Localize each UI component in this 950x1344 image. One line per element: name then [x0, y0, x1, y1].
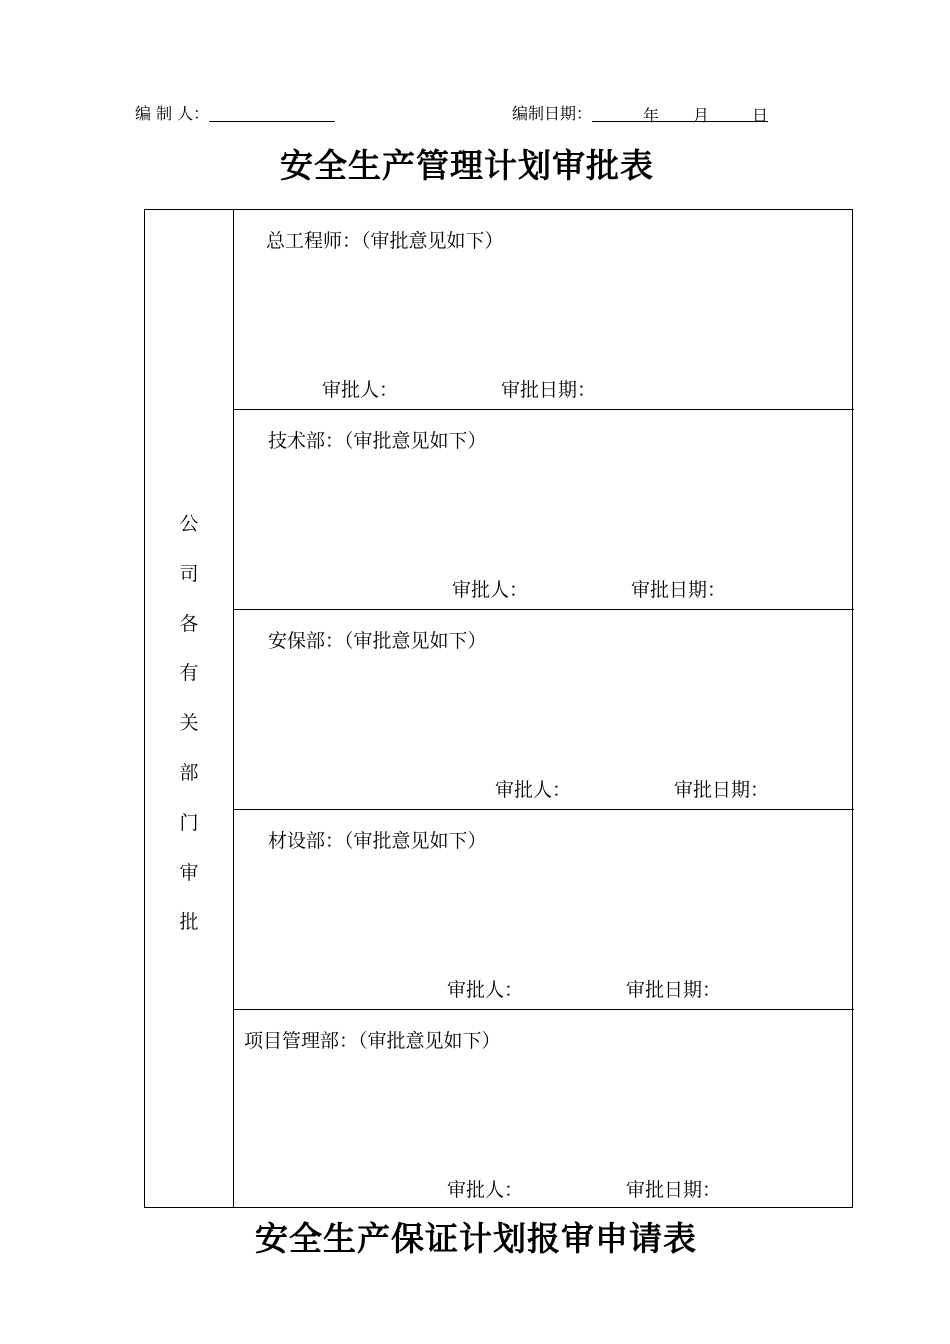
compile-date-blank[interactable]	[592, 105, 769, 125]
dept-name: 总工程师：	[266, 230, 362, 252]
side-label-char: 公	[179, 513, 199, 535]
opinion-hint: （审批意见如下）	[344, 430, 487, 452]
opinion-hint: （审批意见如下）	[344, 830, 487, 852]
dept-name: 安保部：	[268, 630, 345, 652]
dept-heading	[268, 826, 487, 853]
side-label-char: 部	[179, 761, 199, 784]
section-security-dept[interactable]	[234, 610, 854, 810]
approve-date-label: 审批日期：	[501, 379, 597, 401]
side-label	[145, 500, 233, 948]
side-label-char: 批	[179, 911, 199, 934]
year-label: 年	[643, 106, 660, 125]
approve-date-label: 审批日期：	[631, 579, 727, 601]
dept-heading	[266, 226, 504, 253]
next-form-title: 安全生产保证计划报审申请表	[255, 1219, 697, 1258]
opinion-hint: （审批意见如下）	[344, 630, 487, 652]
dept-heading	[268, 626, 487, 653]
day-label: 日	[752, 106, 769, 125]
section-chief-engineer[interactable]	[234, 210, 854, 410]
side-label-char: 司	[179, 562, 199, 585]
dept-name: 技术部：	[268, 430, 345, 452]
author-field	[135, 101, 335, 124]
form-title: 安全生产管理计划审批表	[280, 146, 654, 185]
side-label-char: 门	[179, 811, 199, 834]
section-materials-dept[interactable]	[234, 810, 854, 1010]
opinion-hint: （审批意见如下）	[361, 230, 504, 252]
approver-label: 审批人：	[322, 379, 399, 401]
approver-label: 审批人：	[447, 979, 524, 1001]
approver-label: 审批人：	[495, 779, 572, 801]
side-label-char: 有	[179, 662, 199, 685]
author-label: 编 制 人：	[135, 104, 210, 123]
dept-heading	[268, 426, 487, 453]
dept-name: 材设部：	[268, 830, 345, 852]
dept-heading	[244, 1026, 501, 1053]
side-label-char: 关	[179, 712, 199, 735]
dept-name: 项目管理部：	[244, 1030, 359, 1052]
author-blank[interactable]	[209, 105, 335, 122]
section-technical-dept[interactable]	[234, 410, 854, 610]
approval-form-table	[144, 209, 853, 1208]
compile-date-label: 编制日期：	[512, 104, 593, 123]
side-label-char: 各	[179, 612, 199, 635]
section-project-management-dept[interactable]	[234, 1010, 854, 1210]
approve-date-label: 审批日期：	[674, 779, 770, 801]
compile-date-field	[512, 101, 768, 124]
month-label: 月	[693, 106, 710, 125]
approver-label: 审批人：	[447, 1179, 524, 1201]
approver-label: 审批人：	[452, 579, 529, 601]
opinion-hint: （审批意见如下）	[358, 1030, 501, 1052]
approve-date-label: 审批日期：	[626, 1179, 722, 1201]
side-label-cell	[145, 210, 234, 1207]
side-label-char: 审	[179, 861, 199, 884]
approve-date-label: 审批日期：	[626, 979, 722, 1001]
